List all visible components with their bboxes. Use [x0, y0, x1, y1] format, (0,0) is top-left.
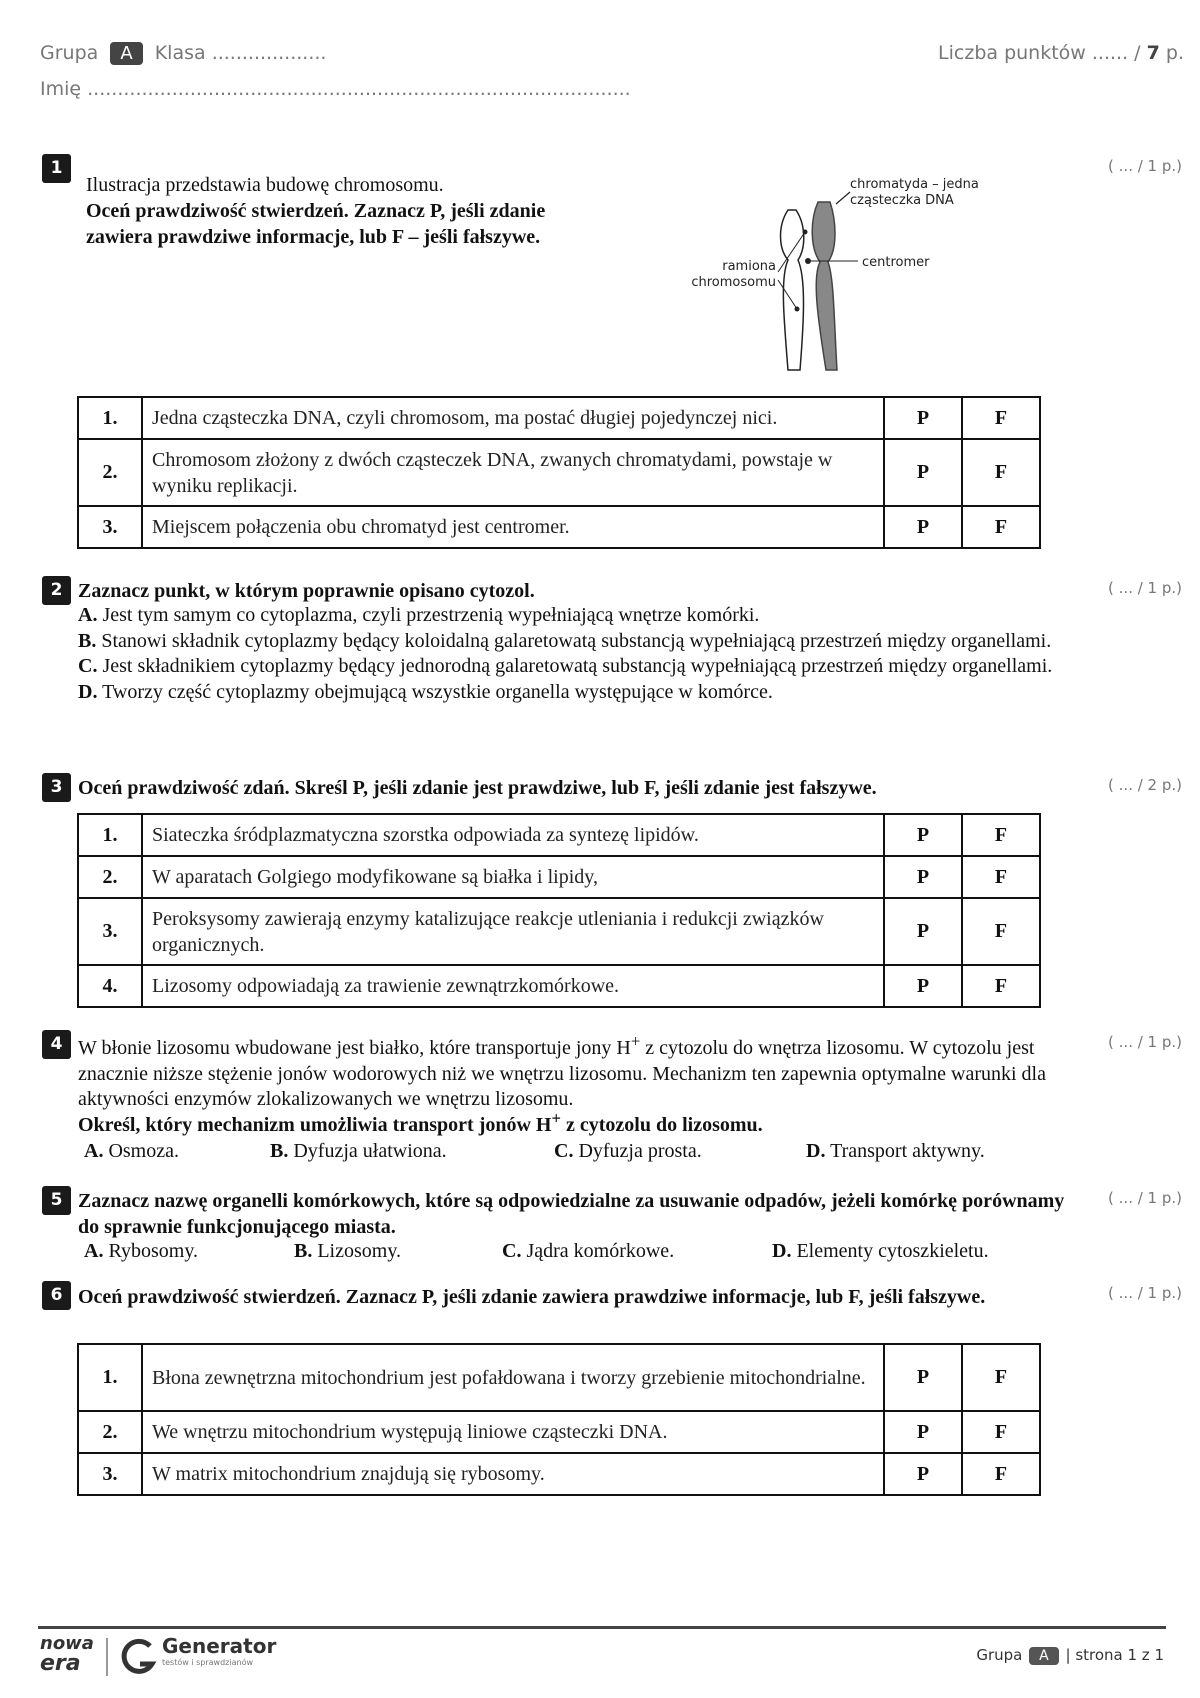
answer-f[interactable]: F — [962, 965, 1040, 1007]
answer-f[interactable]: F — [962, 814, 1040, 856]
header-name — [40, 78, 631, 100]
question-1-text — [86, 172, 556, 250]
footer-page-info — [976, 1646, 1164, 1665]
option-text: Jest tym samym co cytoplazma, czyli przestrzenią wypełniającą wnętrze komórki. — [102, 604, 760, 626]
option-letter: A. — [78, 604, 98, 626]
row-statement: Siateczka śródplazmatyczna szorstka odpowiada za syntezę lipidów. — [142, 814, 884, 856]
option-letter: B. — [78, 629, 97, 652]
generator-brand — [162, 1634, 276, 1667]
row-statement: Chromosom złożony z dwóch cząsteczek DNA, zwanych chromatydami, powstaje w wyniku replikacji. — [142, 439, 884, 506]
label-chromatid-2: cząsteczka DNA — [850, 193, 954, 208]
row-number: 1. — [78, 1344, 142, 1411]
label-chromatid-1: chromatyda – jedna — [850, 177, 979, 192]
class-field[interactable]: ................... — [211, 42, 327, 64]
question-3-table — [77, 813, 1041, 1008]
answer-p[interactable]: P — [884, 856, 962, 898]
group-badge: A — [110, 42, 142, 65]
superscript-plus: + — [630, 1031, 641, 1051]
option-c[interactable]: C. Jądra komórkowe. — [502, 1240, 675, 1262]
row-number: 3. — [78, 898, 142, 965]
answer-p[interactable]: P — [884, 439, 962, 506]
question-6-points: ( ... / 1 p.) — [1108, 1284, 1182, 1302]
footer-page-label: | strona 1 z 1 — [1065, 1646, 1164, 1664]
row-number: 3. — [78, 1453, 142, 1495]
question-1-instruction: Oceń prawdziwość stwierdzeń. Zaznacz P, jeśli zdanie zawiera prawdziwe informacje, lub F – jeśli fałszywe. — [86, 200, 546, 248]
row-statement: W aparatach Golgiego modyfikowane są białka i lipidy, — [142, 856, 884, 898]
question-5-number: 5 — [42, 1186, 71, 1215]
option-a[interactable]: A. Rybosomy. — [84, 1240, 199, 1262]
answer-p[interactable]: P — [884, 898, 962, 965]
question-1-intro: Ilustracja przedstawia budowę chromosomu. — [86, 174, 444, 196]
question-6-number: 6 — [42, 1281, 71, 1310]
option-letter: D. — [78, 681, 98, 704]
question-4-text — [78, 1031, 1068, 1139]
superscript-plus: + — [551, 1108, 561, 1128]
footer-group-label: Grupa — [976, 1646, 1023, 1664]
question-4-instr-b: z cytozolu do lizosomu. — [561, 1114, 763, 1137]
question-1-table — [77, 396, 1041, 549]
answer-f[interactable]: F — [962, 1344, 1040, 1411]
row-statement: We wnętrzu mitochondrium występują liniowe cząsteczki DNA. — [142, 1411, 884, 1453]
option-d[interactable] — [78, 680, 1078, 706]
option-b[interactable]: B. Lizosomy. — [294, 1240, 402, 1262]
row-statement: Lizosomy odpowiadają za trawienie zewnątrzkomórkowe. — [142, 965, 884, 1007]
row-statement: Peroksysomy zawierają enzymy katalizujące reakcje utleniania i redukcji związków organicznych. — [142, 898, 884, 965]
score-unit: p. — [1165, 42, 1184, 64]
question-4-points: ( ... / 1 p.) — [1108, 1033, 1182, 1051]
question-2-instruction: Zaznacz punkt, w którym poprawnie opisano cytozol. — [78, 580, 535, 602]
row-number: 3. — [78, 506, 142, 548]
question-2-options — [78, 603, 1078, 706]
question-3-number: 3 — [42, 773, 71, 802]
row-statement: W matrix mitochondrium znajdują się rybosomy. — [142, 1453, 884, 1495]
footer-group-badge: A — [1029, 1647, 1059, 1665]
table-row — [78, 965, 1040, 1007]
question-6-table — [77, 1343, 1041, 1496]
option-b[interactable]: B. Dyfuzja ułatwiona. — [270, 1140, 447, 1162]
footer-divider — [38, 1626, 1166, 1629]
generator-subtitle: testów i sprawdzianów — [162, 1658, 253, 1667]
row-statement: Błona zewnętrzna mitochondrium jest pofałdowana i tworzy grzebienie mitochondrialne. — [142, 1344, 884, 1411]
score-box — [938, 42, 1184, 64]
name-field[interactable]: .......................................................................................... — [87, 78, 631, 100]
table-row — [78, 814, 1040, 856]
question-4-text-a: W błonie lizosomu wbudowane jest białko, które transportuje jony H — [78, 1037, 631, 1059]
question-2-points: ( ... / 1 p.) — [1108, 579, 1182, 597]
option-letter: C. — [78, 655, 98, 678]
group-label: Grupa — [40, 42, 99, 64]
question-3-instruction: Oceń prawdziwość zdań. Skreśl P, jeśli zdanie jest prawdziwe, lub F, jeśli zdanie jest fałszywe. — [78, 777, 877, 799]
row-number: 1. — [78, 814, 142, 856]
question-1-number: 1 — [42, 154, 71, 183]
row-number: 2. — [78, 856, 142, 898]
header-group-class — [40, 42, 326, 65]
class-label: Klasa — [154, 42, 206, 64]
answer-p[interactable]: P — [884, 506, 962, 548]
chromatid-right — [812, 202, 837, 370]
label-arms-2: chromosomu — [691, 275, 776, 290]
question-6-instruction: Oceń prawdziwość stwierdzeń. Zaznacz P, jeśli zdanie zawiera prawdziwe informacje, lub F, jeśli fałszywe. — [78, 1286, 986, 1308]
table-row — [78, 856, 1040, 898]
table-row — [78, 1344, 1040, 1411]
answer-p[interactable]: P — [884, 397, 962, 439]
row-statement: Miejscem połączenia obu chromatyd jest centromer. — [142, 506, 884, 548]
answer-p[interactable]: P — [884, 1344, 962, 1411]
row-statement: Jedna cząsteczka DNA, czyli chromosom, ma postać długiej pojedynczej nici. — [142, 397, 884, 439]
option-text: Jest składnikiem cytoplazmy będący jednorodną galaretowatą substancją wypełniającą przestrzeń między organellami. — [102, 655, 1053, 678]
option-d[interactable]: D. Transport aktywny. — [806, 1140, 985, 1162]
answer-p[interactable]: P — [884, 1411, 962, 1453]
answer-p[interactable]: P — [884, 814, 962, 856]
generator-logo-icon — [120, 1636, 160, 1678]
answer-f[interactable]: F — [962, 898, 1040, 965]
question-5-points: ( ... / 1 p.) — [1108, 1189, 1182, 1207]
answer-p[interactable]: P — [884, 965, 962, 1007]
table-row — [78, 397, 1040, 439]
answer-f[interactable]: F — [962, 856, 1040, 898]
row-number: 2. — [78, 439, 142, 506]
question-5-instruction: Zaznacz nazwę organelli komórkowych, które są odpowiedzialne za usuwanie odpadów, jeżeli komórkę porównamy do sprawnie funkcjonującego miasta. — [78, 1190, 1065, 1238]
chromosome-figure — [660, 170, 990, 380]
option-c[interactable]: C. Dyfuzja prosta. — [554, 1140, 702, 1162]
label-arms-1: ramiona — [722, 259, 776, 274]
name-label: Imię — [40, 78, 82, 100]
answer-p[interactable]: P — [884, 1453, 962, 1495]
question-4-text-b: z cytozolu do wnętrza lizosomu. W cytozolu jest znacznie niższe stężenie jonów wodorowych niż we wnętrzu lizosomu. Mechanizm ten zapewnia optymalne warunki dla aktywności enzymów zlokalizowanych we wnętrzu lizosomu. — [78, 1037, 1046, 1111]
table-row — [78, 898, 1040, 965]
question-4-instr-a: Określ, który mechanizm umożliwia transport jonów H — [78, 1114, 552, 1137]
label-centromere: centromer — [862, 255, 930, 270]
answer-f[interactable]: F — [962, 397, 1040, 439]
option-d[interactable]: D. Elementy cytoszkieletu. — [772, 1240, 989, 1262]
question-2-number: 2 — [42, 576, 71, 605]
option-text: Tworzy część cytoplazmy obejmującą wszystkie organella występujące w komórce. — [102, 681, 773, 704]
table-row — [78, 1411, 1040, 1453]
row-number: 4. — [78, 965, 142, 1007]
row-number: 1. — [78, 397, 142, 439]
table-row — [78, 439, 1040, 506]
score-total: 7 — [1146, 42, 1160, 64]
answer-f[interactable]: F — [962, 439, 1040, 506]
option-b[interactable] — [78, 629, 1078, 655]
answer-f[interactable]: F — [962, 506, 1040, 548]
question-1-points: ( ... / 1 p.) — [1108, 157, 1182, 175]
option-text: Stanowi składnik cytoplazmy będący koloidalną galaretowatą substancją wypełniającą przestrzeń między organellami. — [101, 629, 1052, 652]
option-c[interactable] — [78, 654, 1078, 680]
table-row — [78, 1453, 1040, 1495]
option-a[interactable] — [78, 603, 1078, 629]
answer-f[interactable]: F — [962, 1411, 1040, 1453]
answer-f[interactable]: F — [962, 1453, 1040, 1495]
logo-nowa-era — [40, 1634, 94, 1674]
question-4-number: 4 — [42, 1030, 71, 1059]
logo-era-text: era — [40, 1651, 81, 1676]
table-row — [78, 506, 1040, 548]
option-a[interactable]: A. Osmoza. — [84, 1140, 179, 1162]
logo-nowa-text: nowa — [40, 1633, 94, 1654]
question-3-points: ( ... / 2 p.) — [1108, 776, 1182, 794]
footer-logo-separator — [106, 1638, 108, 1676]
row-number: 2. — [78, 1411, 142, 1453]
score-label: Liczba punktów ...... / — [938, 42, 1141, 64]
generator-title: Generator — [162, 1634, 277, 1658]
